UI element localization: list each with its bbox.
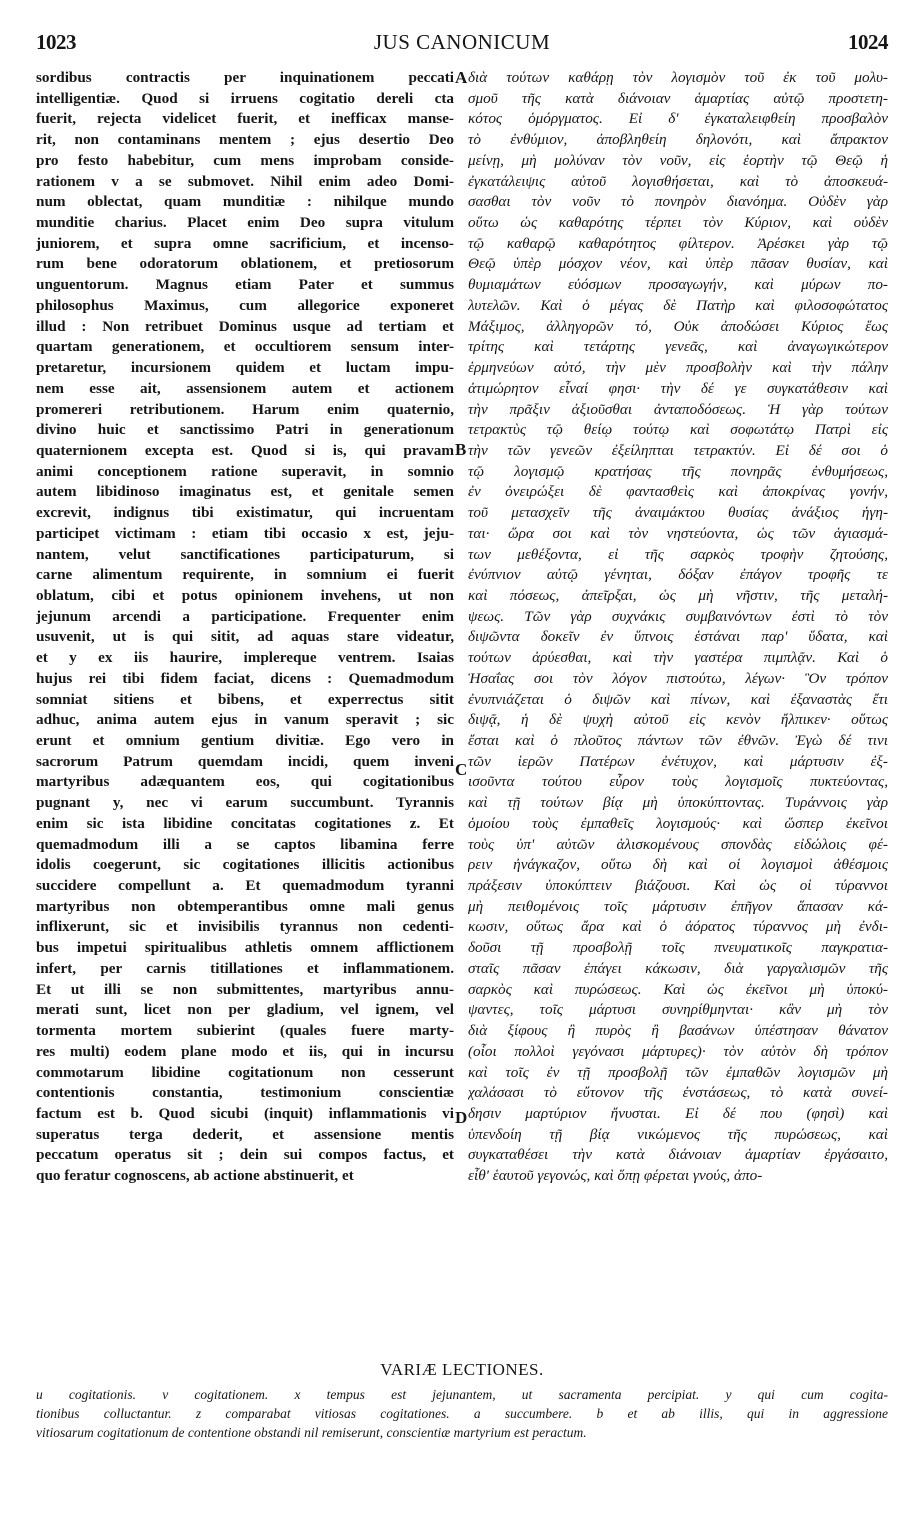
greek-text-line: Ἡσαΐας σοι τὸν λόγον πιστούτω, λέγων· Ὃν τρόπον — [468, 669, 888, 687]
latin-text-line: commotarum libidine cogitationum non cesserunt — [36, 1063, 454, 1081]
page-number-left: 1023 — [36, 30, 76, 54]
greek-text-line: ται· ὥρα σοι καὶ τὸν νηστεύοντα, ὡς τῶν ἁγιασμά- — [468, 524, 888, 542]
greek-text-line: τετρακτὺς τῷ θείῳ τούτῳ καὶ σοφωτάτῳ Πατρὶ εἰς — [468, 421, 888, 439]
margin-letter-d: D — [455, 1108, 468, 1127]
latin-text-line: juniorem, et supra omne sacrificium, et incenso- — [36, 234, 454, 252]
variae-lectiones-title: VARIÆ LECTIONES. — [380, 1360, 544, 1379]
latin-text-line: munditie charius. Placet enim Deo supra vitulum — [36, 214, 454, 232]
latin-text-line: nantem, velut sanctificationes participaturum, si — [36, 545, 454, 563]
latin-text-line: rationem v a se submovet. Nihil enim adeo Domi- — [36, 172, 454, 190]
latin-text-line: divino huic et sanctissimo Patri in generationum — [36, 421, 454, 439]
greek-text-line: ἐγκατάλειψις αὐτοῦ λογισθήσεται, καὶ τὸ ἀποσκευά- — [468, 172, 888, 190]
greek-column — [468, 68, 888, 1187]
latin-text-line: res multi) eodem plane modo et iis, qui in incursu — [36, 1042, 454, 1060]
greek-text-line: ἑρμηνεύων αὐτό, τὴν μὲν προσβολὴν καὶ τὴν πάλην — [468, 359, 888, 377]
greek-text-line: ισοῦντα τούτου εὗρον τοὺς λογισμοῖς πυκτεύοντας, — [468, 773, 888, 791]
latin-text-line: quo feratur cognoscens, ab actione abstinuerit, et — [36, 1167, 354, 1185]
latin-text-line: infert, per carnis titillationes et inflammationem. — [36, 959, 454, 977]
greek-text-line: τοῦ μετασχεῖν τῆς ἀναιμάκτου θυσίας ἀνάξιος ἡγη- — [468, 504, 888, 522]
greek-text-line: οὕτω ὡς καθαρότης τέρπει τὸν Κύριον, καὶ οὐδὲν — [468, 214, 888, 232]
greek-text-line: ἔσται καὶ ὁ πλοῦτος πάντων τῶν ἐθνῶν. Ἐγὼ δέ τινι — [468, 732, 888, 749]
greek-text-line: μείνῃ, μὴ μολύναν τὸν νοῦν, εἰς ἑορτὴν τῷ Θεῷ ἡ — [468, 151, 888, 169]
latin-text-line: peccatum operatus sit ; dein sui compos factus, et — [36, 1146, 454, 1164]
greek-text-line: κωσιν, οὕτως ἄρα καὶ ὁ ἀόρατος τύραννος μὴ ἐνδι- — [468, 918, 888, 936]
greek-text-line: δησιν μαρτύριον ἤνυσται. Εἰ δέ που (φησὶ) καὶ — [468, 1104, 888, 1122]
variant-reading-line: u cogitationis. v cogitationem. x tempus est jejunantem, ut sacramenta percipiat. y qui cum cogita- — [36, 1387, 888, 1402]
running-header — [36, 30, 888, 60]
greek-text-line: τῶν ἱερῶν Πατέρων ἐνέτυχον, καὶ μάρτυσιν ἐξ- — [468, 752, 888, 770]
greek-text-line: ὁμοίου τοὺς ἐμπαθεῖς λογισμούς· καὶ ὥσπερ ἐκεῖνοι — [468, 814, 888, 832]
latin-text-line: et y ex iis haurire, implereque ventrem. Isaias — [36, 649, 454, 667]
margin-letter-a: A — [455, 68, 468, 87]
latin-text-line: contentionis constantia, testimonium conscientiæ — [36, 1084, 454, 1102]
latin-text-line: quemadmodum illi a se captos libamina ferre — [36, 835, 454, 853]
latin-text-line: excrevit, indignus tibi existimatur, qui incruentam — [36, 504, 454, 522]
greek-text-line: ψεως. Τῶν γὰρ συχνάκις συμβαινόντων ἐστὶ τὸ τὸν — [468, 607, 888, 625]
greek-text-line: τὴν τῶν γενεῶν ἐξείληπται τετρακτύν. Εἰ δέ σοι ὁ — [468, 441, 888, 459]
greek-text-line: ἐνυπνιάζεται ὁ διψῶν καὶ πίνων, καὶ ἐξαναστὰς ἔτι — [468, 690, 888, 708]
latin-text-line: factum est b. Quod sicubi (inquit) inflammationis vi — [36, 1104, 454, 1122]
latin-text-line: quaternionem excepta est. Quod si is, qui pravam — [36, 441, 454, 459]
greek-text-line: θυμιαμάτων εὐόσμων προσαγωγήν, καὶ μύρων πο- — [468, 276, 888, 294]
latin-text-line: merati sunt, licet non per gladium, vel ignem, vel — [36, 1001, 454, 1019]
variant-reading-line: tionibus colluctantur. z comparabat vitiosas cogitationes. a succumbere. b et ab illis, qui in aggressione — [36, 1406, 888, 1421]
greek-text-line: τῷ καθαρῷ καθαρότητος φίλτερον. Ἀρέσκει γὰρ τῷ — [468, 234, 888, 252]
latin-text-line: intelligentiæ. Quod si irruens cogitatio dereli cta — [36, 89, 454, 107]
latin-text-line: adhuc, anima autem ejus in vanum speravit ; sic — [36, 711, 454, 729]
greek-text-line: τοὺς ὑπ' αὐτῶν ἁλισκομένους σπονδὰς εἰδώλοις φέ- — [468, 835, 888, 853]
greek-text-line: χαλάσασι τὸ εὔτονον τῆς ἐνστάσεως, τὸ κατὰ συνεί- — [468, 1084, 888, 1102]
greek-text-line: λυτελῶν. Καὶ ὁ μέγας δὲ Πατὴρ καὶ φιλοσοφώτατος — [468, 296, 888, 314]
greek-text-line: Μάξιμος, ἀλληγορῶν τό, Οὐκ ἀποδώσει Κύριος ἕως — [468, 317, 888, 335]
greek-text-line: καὶ πόσεως, ἀπεῖρξαι, ὡς μὴ νῆστιν, τῆς μεταλή- — [468, 586, 888, 604]
greek-text-line: καὶ τοῖς ἐν τῇ προσβολῇ τῶν ἐμπαθῶν λογισμῶν μὴ — [468, 1063, 888, 1081]
greek-text-line: τῷ λογισμῷ κρατήσας τῆς πονηρᾶς ἐνθυμήσεως, — [468, 462, 888, 480]
greek-text-line: ἐν ὀνειρώξει δὲ φαντασθεὶς καὶ ἀποκρίνας γονήν, — [468, 483, 888, 501]
greek-text-line: ἀτιμώρητον εἶναί φησι· τὴν δέ γε συγκατάθεσιν καὶ — [468, 379, 888, 397]
greek-text-line: ψαντες, τοῖς μάρτυσι συνηρίθμηνται· κἂν μὴ τὸν — [468, 1001, 888, 1019]
latin-text-line: martyribus non obtemperantibus omne mali genus — [36, 897, 454, 915]
latin-text-line: sacrorum Patrum quemdam incidi, quem inveni — [36, 752, 454, 770]
greek-text-line: διψᾷ, ἡ δὲ ψυχὴ αὐτοῦ εἰς κενὸν ἤλπικεν· οὕτως — [468, 711, 888, 729]
greek-text-line: καὶ τῇ τούτων βίᾳ μὴ ὑποκύπτοντας. Τυράννοις γὰρ — [468, 794, 888, 812]
greek-text-line: συγκαταθέσει τὴν κατὰ διάνοιαν ἁμαρτίαν ἐργάσαιτο, — [468, 1146, 888, 1164]
latin-text-line: carne alimentum requirente, in somnium ei fuerit — [36, 566, 454, 584]
greek-text-line: διὰ τούτων καθάρῃ τὸν λογισμὸν τοῦ ἐκ τοῦ μολυ- — [468, 69, 888, 86]
latin-text-line: unguentorum. Magnus etiam Pater et summus — [36, 276, 454, 294]
greek-text-line: σμοῦ τῆς κατὰ διάνοιαν ἁμαρτίας αὐτῷ προστετη- — [468, 89, 888, 107]
latin-text-line: nem esse ait, assensionem autem et actionem — [36, 379, 454, 397]
latin-text-line: promereri retributionem. Harum enim quaternio, — [36, 400, 454, 418]
greek-text-line: δοῦσι τῇ προσβολῇ τοῖς πνευματικοῖς παγκρατια- — [468, 939, 888, 957]
latin-text-line: idolis coegerunt, sic cogitationes illicitis actionibus — [36, 856, 454, 874]
latin-text-line: inflixerunt, sic et invisibilis tyrannus non cedenti- — [36, 918, 454, 936]
greek-text-line: (οἷοι πολλοὶ γεγόνασι μάρτυρες)· τὸν αὐτὸν δὴ τρόπον — [468, 1042, 888, 1060]
latin-text-line: hujus rei tibi fidem faciat, dicens : Quemadmodum — [36, 669, 454, 687]
latin-text-line: pretaretur, incursionem quidem et luctam impu- — [36, 359, 454, 377]
latin-text-line: philosophus Maximus, cum allegorice exponeret — [36, 296, 454, 314]
latin-text-line: rum bene odoratorum oblationem, et pretiosorum — [36, 255, 454, 273]
latin-text-line: fuerit, rejecta videlicet fuerit, et inefficax manse- — [36, 110, 454, 128]
latin-text-line: participet victimam : etiam tibi occasio x est, jeju- — [36, 524, 454, 542]
greek-text-line: τὸ ἐνθύμιον, ἀποβληθείη δηλονότι, καὶ ἄπρακτον — [468, 131, 888, 149]
latin-text-line: quartam generationem, et occultiorem sensum inter- — [36, 338, 454, 356]
latin-text-line: bus impetui spiritualibus athletis omnem afflictionem — [36, 939, 454, 957]
latin-text-line: sordibus contractis per inquinationem peccati — [36, 69, 454, 86]
greek-text-line: πράξεσιν ὑποκύπτειν βιάζουσι. Καὶ ὡς οἱ τύραννοι — [468, 877, 888, 895]
greek-text-line: τὴν πρᾶξιν ἀξιοῦσθαι ἀνταποδόσεως. Ἡ γὰρ τούτων — [468, 400, 888, 418]
greek-text-line: σταῖς πᾶσαν ἐπάγει κάκωσιν, διὰ γαργαλισμῶν τῆς — [468, 959, 888, 977]
latin-text-line: enim sic ista libidine concitatas cogitationes z. Et — [36, 814, 454, 832]
latin-text-line: animi conceptionem ratione superavit, in somnio — [36, 462, 454, 480]
latin-text-line: jejunum arcendi a participatione. Frequenter enim — [36, 607, 454, 625]
running-title: JUS CANONICUM — [373, 30, 551, 54]
greek-text-line: τρίτης καὶ τετάρτης γενεᾶς, καὶ ἀναγωγικώτερον — [468, 338, 888, 356]
greek-text-line: εἶθ' ἑαυτοῦ γεγονώς, καὶ ὅπῃ φέρεται γνούς, ἀπο- — [468, 1167, 763, 1185]
latin-column — [36, 68, 454, 1187]
greek-text-line: τούτων ἀρύεσθαι, καὶ τὴν γαστέρα πιμπλᾷν. Καὶ ὁ — [468, 649, 888, 667]
greek-text-line: διψῶντα δοκεῖν ἐν ὕπνοις ἑστάναι παρ' ὕδατα, καὶ — [468, 628, 888, 646]
latin-text-line: somniat sitiens et bibens, et experrectus sitit — [36, 690, 454, 708]
latin-text-line: pugnant y, nec vi earum succumbunt. Tyrannis — [36, 794, 454, 812]
latin-text-line: num oblectat, quam munditiæ : nihilque mundo — [36, 193, 454, 211]
page-number-right: 1024 — [848, 30, 888, 54]
greek-text-line: Θεῷ ὑπὲρ μόσχον νέον, καὶ ὑπὲρ πᾶσαν θυσίαν, καὶ — [468, 255, 888, 273]
latin-text-line: martyribus adæquantem eos, qui cogitationibus — [36, 773, 454, 791]
latin-text-line: erunt et omnium gentium divitiæ. Ego vero in — [36, 732, 454, 749]
latin-text-line: pro festo habebitur, cum mens improbam conside- — [36, 151, 454, 169]
latin-text-line: tormenta mortem subierint (quales fuere marty- — [36, 1022, 454, 1040]
greek-text-line: κότος ὁμόργματος. Εἰ δ' ἐγκαταλειφθείη προσβαλὸν — [468, 110, 888, 128]
latin-text-line: Et ut illi se non submittentes, martyribus annu- — [36, 980, 454, 998]
greek-text-line: μὴ πειθομένοις τοῖς μάρτυσιν ἐπῆγον ἅπασαν κά- — [468, 897, 888, 915]
greek-text-line: ἐνύπνιον αὐτῷ γένηται, δόξαν ἐπάγον τροφῆς τε — [468, 566, 888, 584]
latin-text-line: autem libidinoso imaginatus est, et genitale semen — [36, 483, 454, 501]
latin-text-line: rit, non contaminans mentem ; ejus desertio Deo — [36, 131, 454, 149]
variae-lectiones-notes — [36, 1385, 888, 1442]
greek-text-line: σασθαι τὸν νοῦν τὸ πονηρὸν διανόημα. Οὐδὲν γὰρ — [468, 193, 888, 211]
latin-text-line: illud : Non retribuet Dominus usque ad tertiam et — [36, 317, 454, 335]
greek-text-line: διὰ ξίφους ἢ πυρὸς ἢ βασάνων ὑπέστησαν θάνατον — [468, 1022, 888, 1040]
margin-letter-b: B — [455, 440, 467, 459]
variant-reading-line: vitiosarum cogitationum de contentione obstandi nil remiserunt, conscientiæ martyrium est peractum. — [36, 1425, 587, 1440]
latin-text-line: oblatum, cibi et potus opinionem invehens, ut non — [36, 586, 454, 604]
greek-text-line: των μεθέξοντα, εἰ τῆς σαρκὸς τροφὴν ζητούσης, — [468, 545, 888, 563]
margin-letter-c: C — [455, 760, 468, 779]
greek-text-line: σαρκὸς καὶ πυρώσεως. Καὶ ὡς ἐκεῖνοι μὴ ὑποκύ- — [468, 980, 888, 998]
greek-text-line: ὑπενδοίη τῇ βίᾳ νικώμενος τῆς πυρώσεως, καὶ — [468, 1125, 888, 1143]
latin-text-line: succidere compellunt a. Et quemadmodum tyranni — [36, 877, 454, 895]
latin-text-line: usuvenit, ut is qui sitit, ad aquas stare videatur, — [36, 628, 454, 646]
latin-text-line: superatus terga dederit, et assensione mentis — [36, 1125, 454, 1143]
greek-text-line: ρειν ἠνάγκαζον, οὕτω δὴ καὶ οἱ λογισμοὶ ἀθέσμοις — [468, 856, 888, 874]
